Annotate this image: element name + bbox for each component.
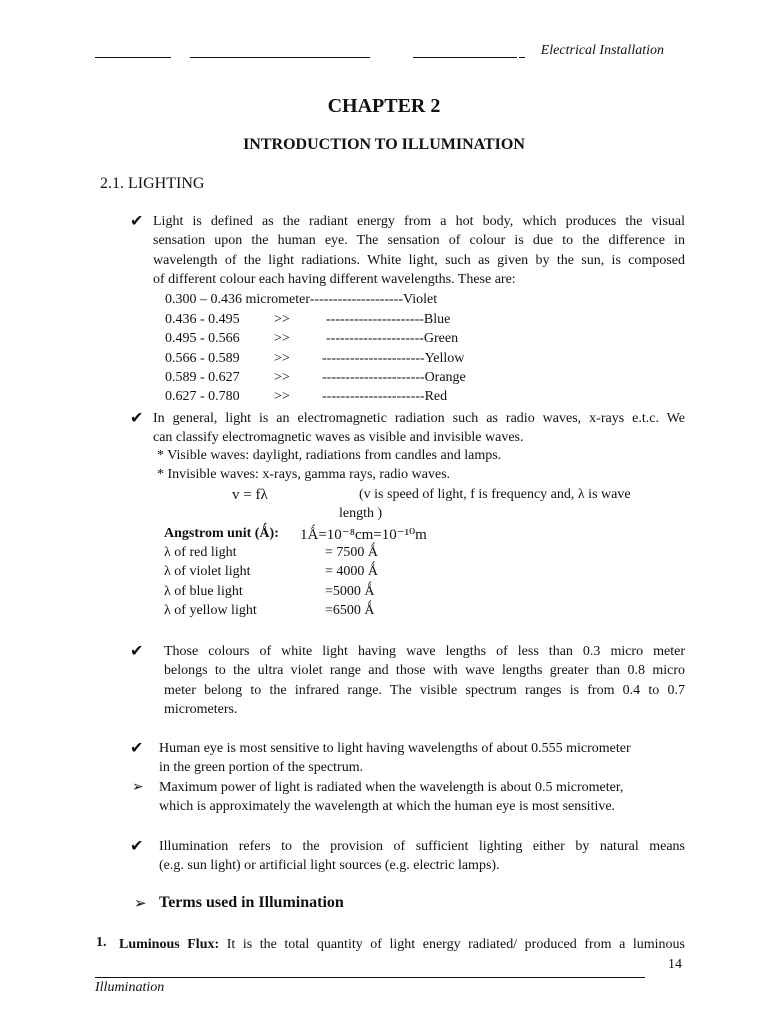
spectrum-arrow: >> xyxy=(274,351,290,366)
spectrum-arrow: >> xyxy=(274,312,290,327)
header-title: Electrical Installation xyxy=(540,43,664,58)
angstrom-value: 1Ǻ=10⁻⁸cm=10⁻¹⁰m xyxy=(300,527,427,543)
lambda-label: λ of red light xyxy=(164,545,237,560)
visible-waves: * Visible waves: daylight, radiations from candles and lamps. xyxy=(157,448,502,463)
check-bullet-icon: ✔ xyxy=(130,410,144,427)
lambda-label: λ of violet light xyxy=(164,564,251,579)
text-line: Light is defined as the radiant energy from a hot body, which produces the visual xyxy=(153,214,685,229)
lambda-label: λ of yellow light xyxy=(164,603,257,618)
lambda-value: =6500 Ǻ xyxy=(325,603,375,618)
paragraph-illumination-definition xyxy=(159,837,685,876)
spectrum-color: ----------------------Orange xyxy=(322,370,466,385)
paragraph-eye-sensitivity xyxy=(159,739,685,778)
text-line: Maximum power of light is radiated when the wavelength is about 0.5 micrometer, xyxy=(159,780,624,795)
paragraph-maximum-power xyxy=(159,778,685,817)
check-bullet-icon: ✔ xyxy=(130,213,144,230)
paragraph-electromagnetic xyxy=(153,409,685,448)
check-bullet-icon: ✔ xyxy=(130,643,144,660)
lambda-value: =5000 Ǻ xyxy=(325,584,375,599)
header-rule-4 xyxy=(519,57,525,58)
spectrum-range: 0.436 - 0.495 xyxy=(165,312,240,327)
text-line xyxy=(119,935,685,954)
lambda-value: = 4000 Ǻ xyxy=(325,564,379,579)
text-line: (e.g. sun light) or artificial light sources (e.g. electric lamps). xyxy=(159,858,500,874)
text-line: Human eye is most sensitive to light having wavelengths of about 0.555 micrometer xyxy=(159,741,631,756)
spectrum-range: 0.566 - 0.589 xyxy=(165,351,240,366)
spectrum-color: ----------------------Yellow xyxy=(322,351,465,366)
text-line: In general, light is an electromagnetic radiation such as radio waves, x-rays e.t.c. We xyxy=(153,411,685,426)
spectrum-color: ---------------------Green xyxy=(326,331,459,346)
chapter-heading: CHAPTER 2 xyxy=(327,95,441,117)
lambda-label: λ of blue light xyxy=(164,584,243,599)
footer-title: Illumination xyxy=(95,980,165,995)
text-line: can classify electromagnetic waves as visible and invisible waves. xyxy=(153,430,524,446)
spectrum-color: ----------------------Red xyxy=(322,389,448,404)
text-line: which is approximately the wavelength at which the human eye is most sensitive. xyxy=(159,799,616,815)
spectrum-arrow: >> xyxy=(274,370,290,385)
text-line: meter belong to the infrared range. The visible spectrum ranges is from 0.4 to 0.7 xyxy=(164,682,685,698)
arrow-bullet-icon: ➢ xyxy=(134,896,147,912)
text-line: of different colour each having different wavelengths. These are: xyxy=(153,272,516,288)
spectrum-range: 0.627 - 0.780 xyxy=(165,389,240,404)
spectrum-range: 0.589 - 0.627 xyxy=(165,370,240,385)
spectrum-arrow: >> xyxy=(274,389,290,404)
arrow-bullet-icon: ➢ xyxy=(132,780,144,795)
text-line: wavelength of the light radiations. White light, such as given by the sun, is composed xyxy=(153,252,685,268)
formula: v = fλ xyxy=(232,487,268,503)
header-rule-2 xyxy=(190,57,370,58)
text-line: Those colours of white light having wave lengths of less than 0.3 micro meter xyxy=(164,644,685,659)
check-bullet-icon: ✔ xyxy=(130,838,144,855)
formula-note-cont: length ) xyxy=(339,506,383,521)
lambda-value: = 7500 Ǻ xyxy=(325,545,379,560)
header-rule-3 xyxy=(413,57,517,58)
luminous-flux-definition xyxy=(119,935,685,954)
spectrum-arrow: >> xyxy=(274,331,290,346)
paragraph-ultraviolet-infrared xyxy=(164,642,685,720)
section-heading: 2.1. LIGHTING xyxy=(100,175,205,192)
spectrum-range: 0.495 - 0.566 xyxy=(165,331,240,346)
spectrum-range: 0.300 – 0.436 micrometer--------------------Violet xyxy=(165,292,438,307)
chapter-title: INTRODUCTION TO ILLUMINATION xyxy=(243,136,525,153)
text-line: Illumination refers to the provision of sufficient lighting either by natural means xyxy=(159,839,685,854)
spectrum-color: ---------------------Blue xyxy=(326,312,451,327)
page-number: 14 xyxy=(668,957,682,972)
text-line: belongs to the ultra violet range and those with wave lengths greater than 0.8 micro xyxy=(164,663,685,679)
angstrom-label: Angstrom unit (Ǻ): xyxy=(164,526,279,541)
term-text: It is the total quantity of light energy radiated/ produced from a luminous xyxy=(226,937,685,952)
text-line: in the green portion of the spectrum. xyxy=(159,760,364,776)
check-bullet-icon: ✔ xyxy=(130,740,144,757)
formula-note: (v is speed of light, f is frequency and, λ is wave xyxy=(359,487,631,502)
item-number: 1. xyxy=(96,935,107,950)
terms-heading: Terms used in Illumination xyxy=(159,894,344,911)
paragraph-light-definition xyxy=(153,212,685,290)
header-rule-1 xyxy=(95,57,171,58)
text-line: sensation upon the human eye. The sensation of colour is due to the difference in xyxy=(153,233,685,249)
term-label: Luminous Flux: xyxy=(119,937,220,952)
footer-rule xyxy=(95,977,645,978)
invisible-waves: * Invisible waves: x-rays, gamma rays, radio waves. xyxy=(157,467,451,482)
text-line: micrometers. xyxy=(164,702,238,718)
